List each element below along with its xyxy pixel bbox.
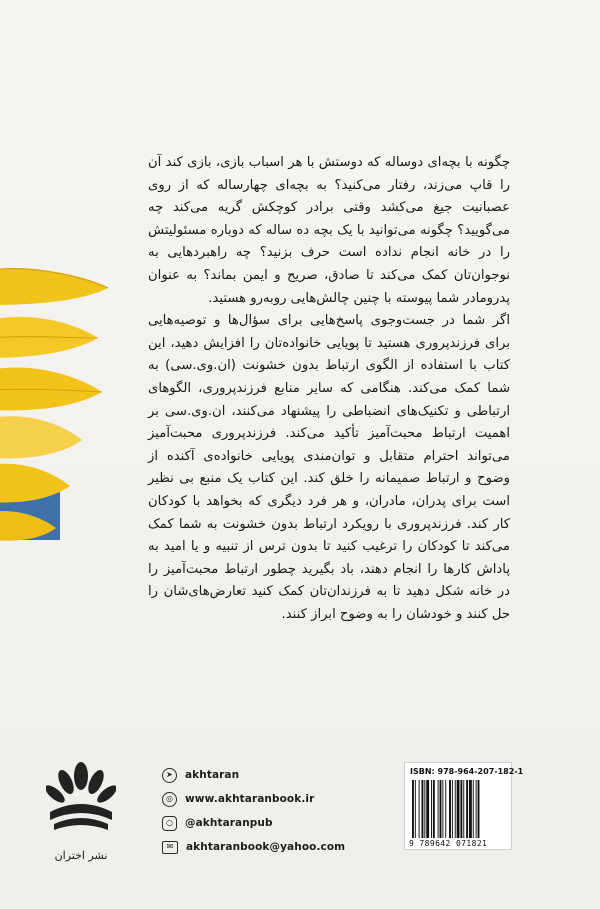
barcode-bar bbox=[419, 780, 420, 838]
sunflower-petals-illustration bbox=[0, 250, 120, 580]
web-icon: ◎ bbox=[162, 792, 177, 807]
barcode-bar bbox=[438, 780, 439, 838]
barcode-bar bbox=[415, 780, 416, 838]
contact-instagram bbox=[162, 811, 362, 835]
description-paragraph-1: چگونه با بچه‌ای دوساله که دوستش با هر اسباب بازی، بازی کند آن را قاپ می‌زند، رفتار می‌کنید؟ به بچه‌ای چهارساله که از روی عصبانیت جیغ می‌کشد وقتی برادر کوچکش گریه می‌کند چه می‌گویید؟ چگونه می‌توانید با یک بچه ده ساله که دوباره مسئولیتش را در خانه انجام نداده است حرف بزنید؟ چه راهبردهایی به نوجوان‌تان کمک می‌کند تا صادق، صریح و ایمن بماند؟ به عنوان پدرومادر شما پیوسته با چنین چالش‌هایی روبه‌رو هستید. bbox=[148, 155, 510, 306]
barcode-bar bbox=[460, 780, 462, 838]
barcode-bar bbox=[466, 780, 468, 838]
barcode-bar bbox=[442, 780, 443, 838]
barcode-bar bbox=[455, 780, 456, 838]
instagram-icon: ○ bbox=[162, 816, 177, 831]
barcode-bar bbox=[473, 780, 474, 838]
barcode-bar bbox=[478, 780, 480, 838]
back-cover-description bbox=[148, 152, 510, 626]
barcode-bar bbox=[440, 780, 442, 838]
publisher-contacts bbox=[162, 763, 362, 859]
isbn-barcode-box bbox=[404, 762, 524, 850]
barcode-bar bbox=[426, 780, 429, 838]
isbn-label: ISBN: 978-964-207-182-1 bbox=[410, 767, 524, 776]
barcode-bar bbox=[422, 780, 424, 838]
publisher-logo bbox=[46, 760, 116, 840]
barcode-digits: 9 789642 071821 bbox=[409, 839, 488, 848]
barcode-bar bbox=[469, 780, 472, 838]
contact-email bbox=[162, 835, 362, 859]
email-address: akhtaranbook@yahoo.com bbox=[186, 841, 346, 853]
barcode-image bbox=[411, 780, 507, 840]
contact-telegram bbox=[162, 763, 362, 787]
mail-icon: ✉ bbox=[162, 841, 178, 854]
barcode-bar bbox=[452, 780, 453, 838]
website-url: www.akhtaranbook.ir bbox=[185, 793, 315, 805]
barcode-bar bbox=[431, 780, 432, 838]
barcode-bar bbox=[457, 780, 460, 838]
barcode-bar bbox=[433, 780, 435, 838]
barcode-bar bbox=[424, 780, 425, 838]
barcode-bar bbox=[476, 780, 477, 838]
description-paragraph-2: اگر شما در جست‌وجوی پاسخ‌هایی برای سؤال‌ها و توصیه‌هایی برای فرزندپروری هستید تا پویایی خانواده‌تان را افزایش دهید، این کتاب با استفاده از الگوی ارتباط بدون خشونت (ان.وی.سی) به شما کمک می‌کند. هنگامی که سایر منابع فرزندپروری، الگوهای ارتباطی و تکنیک‌های انضباطی را پیشنهاد می‌کنند، ان.وی.سی بر اهمیت ارتباط محبت‌آمیز تأکید می‌کند. فرزندپروری محبت‌آمیز می‌تواند احترام متقابل و توان‌مندی پویایی خانواده‌ی آکنده از وضوح و ارتباط صمیمانه را خلق کند. این کتاب یک منبع بی نظیر است برای پدران، مادران، و هر فرد دیگری که بخواهد با کودکان کار کند. فرزندپروری با رویکرد ارتباط بدون خشونت به شما کمک می‌کند تا کودکان را ترغیب کنید تا بدون ترس از تنبیه و یا امید به پاداش کارها را انجام دهند، باد بگیرید چطور ارتباط محبت‌آمیز را در خانه شکل دهید تا به فرزندان‌تان کمک کنید تعارض‌های‌شان را حل کنند و خودشان را به وضوح ابراز کنند. bbox=[148, 313, 510, 622]
barcode-bar bbox=[445, 780, 446, 838]
barcode-bar bbox=[463, 780, 464, 838]
telegram-icon: ➤ bbox=[162, 768, 177, 783]
barcode-bar bbox=[449, 780, 451, 838]
barcode-bar bbox=[412, 780, 414, 838]
publisher-name: نشر اختران bbox=[54, 849, 108, 862]
instagram-handle: @akhtaranpub bbox=[185, 817, 273, 829]
telegram-handle: akhtaran bbox=[185, 769, 240, 781]
contact-website bbox=[162, 787, 362, 811]
